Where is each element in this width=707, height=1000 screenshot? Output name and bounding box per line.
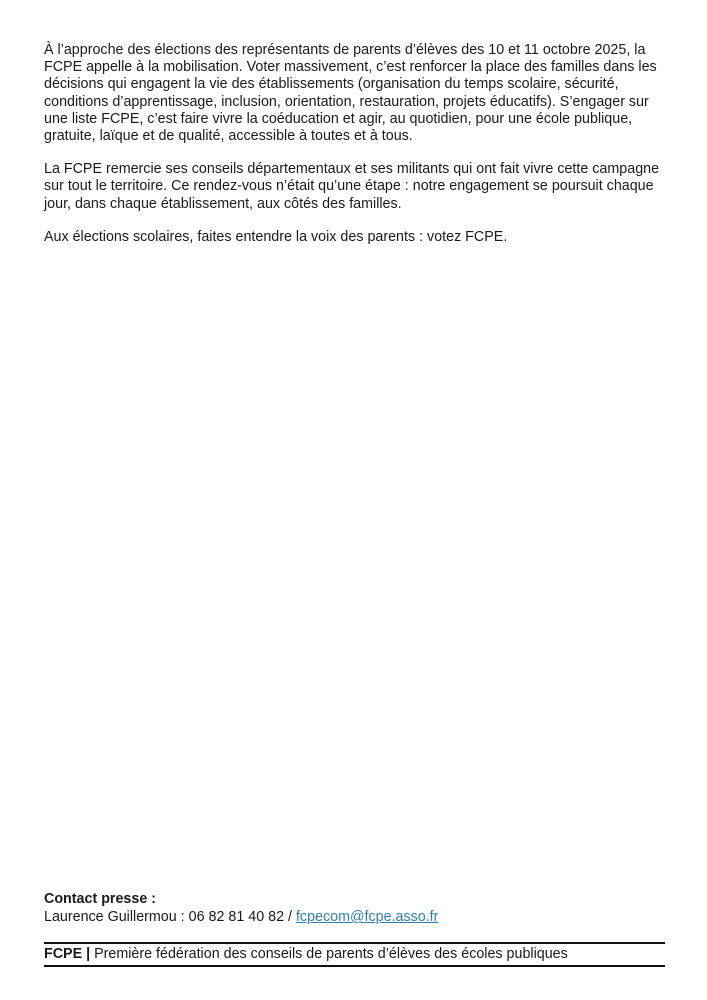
press-release-body	[44, 42, 669, 262]
footer-banner	[44, 942, 665, 967]
contact-email-link[interactable]: fcpecom@fcpe.asso.fr	[295, 909, 439, 925]
paragraph-remerciements: La FCPE remercie ses conseils départementaux et ses militants qui ont fait vivre cette campagne sur tout le territoire. Ce rendez-vous n’était qu’une étape : notre engagement se poursuit chaque jour, dans chaque établissement, aux côtés des familles.	[44, 161, 660, 212]
contact-line	[44, 908, 669, 926]
paragraph-mobilisation: À l’approche des élections des représentants de parents d’élèves des 10 et 11 octobre 2025, la FCPE appelle à la mobilisation. Voter massivement, c’est renforcer la place des familles dans les décisions qui engagent la vie des établissements (organisation du temps scolaire, sécurité, conditions d’apprentissage, inclusion, orientation, restauration, projets éducatifs). S’engager sur une liste FCPE, c’est faire vivre la coéducation et agir, au quotidien, pour une école publique, gratuite, laïque et de qualité, accessible à toutes et à tous.	[44, 42, 657, 145]
contact-title: Contact presse :	[44, 891, 157, 907]
footer-brand: FCPE |	[44, 946, 91, 962]
press-contact	[44, 890, 669, 926]
footer-tagline: Première fédération des conseils de parents d’élèves des écoles publiques	[90, 946, 568, 962]
paragraph-appel-vote: Aux élections scolaires, faites entendre la voix des parents : votez FCPE.	[44, 228, 508, 245]
contact-name-phone: Laurence Guillermou : 06 82 81 40 82 /	[44, 909, 296, 925]
